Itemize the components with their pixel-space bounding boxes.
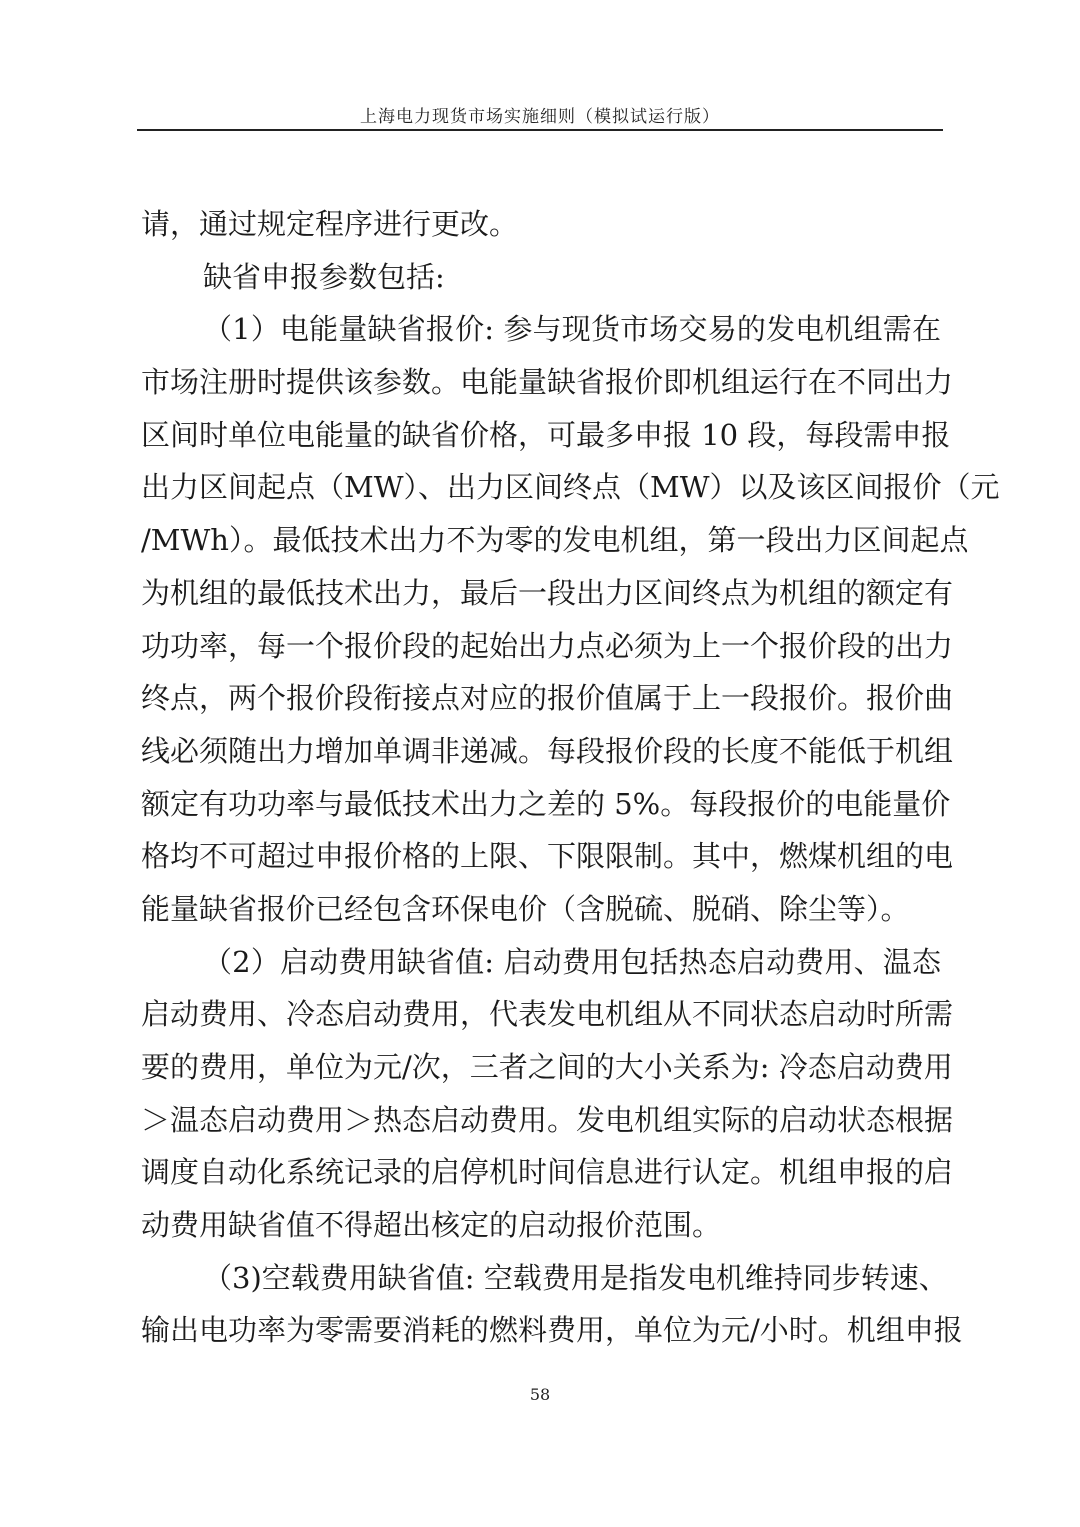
header-divider — [137, 129, 943, 131]
text-line: 要的费用，单位为元/次，三者之间的大小关系为: 冷态启动费用 — [141, 1050, 953, 1084]
page-number: 58 — [529, 1385, 551, 1404]
text-line: 动费用缺省值不得超出核定的启动报价范围。 — [141, 1208, 722, 1243]
running-header: 上海电力现货市场实施细则（模拟试运行版） — [360, 107, 720, 127]
text-line: （3)空载费用缺省值: 空载费用是指发电机维持同步转速、 — [203, 1260, 948, 1295]
text-line: 额定有功功率与最低技术出力之差的 5%。每段报价的电能量价 — [141, 786, 951, 821]
text-line: 市场注册时提供该参数。电能量缺省报价即机组运行在不同出力 — [141, 365, 954, 400]
text-line: 功功率，每一个报价段的起始出力点必须为上一个报价段的出力 — [141, 628, 954, 663]
text-line: 终点，两个报价段衔接点对应的报价值属于上一段报价。报价曲 — [141, 681, 954, 716]
text-line: /MWh）。最低技术出力不为零的发电机组，第一段出力区间起点 — [141, 523, 969, 558]
text-line: 缺省申报参数包括: — [203, 259, 445, 294]
text-line: 启动费用、冷态启动费用，代表发电机组从不同状态启动时所需 — [141, 997, 954, 1032]
text-line: 调度自动化系统记录的启停机时间信息进行认定。机组申报的启 — [141, 1155, 954, 1190]
text-line: 输出电功率为零需要消耗的燃料费用，单位为元/小时。机组申报 — [141, 1313, 963, 1348]
text-line: 出力区间起点（MW）、出力区间终点（MW）以及该区间报价（元 — [141, 470, 1000, 505]
text-line: 能量缺省报价已经包含环保电价（含脱硫、脱硝、除尘等）。 — [141, 891, 910, 926]
text-line: 线必须随出力增加单调非递减。每段报价段的长度不能低于机组 — [141, 733, 954, 768]
text-line: 为机组的最低技术出力，最后一段出力区间终点为机组的额定有 — [141, 575, 954, 610]
text-line: ＞温态启动费用＞热态启动费用。发电机组实际的启动状态根据 — [141, 1102, 954, 1137]
text-line: 请，通过规定程序进行更改。 — [141, 207, 519, 241]
text-line: 区间时单位电能量的缺省价格，可最多申报 10 段，每段需申报 — [141, 417, 951, 452]
text-line: （2）启动费用缺省值: 启动费用包括热态启动费用、温态 — [203, 944, 941, 979]
text-line: （1）电能量缺省报价: 参与现货市场交易的发电机组需在 — [203, 312, 941, 347]
document-body — [141, 198, 1000, 1357]
text-line: 格均不可超过申报价格的上限、下限限制。其中，燃煤机组的电 — [141, 839, 954, 874]
